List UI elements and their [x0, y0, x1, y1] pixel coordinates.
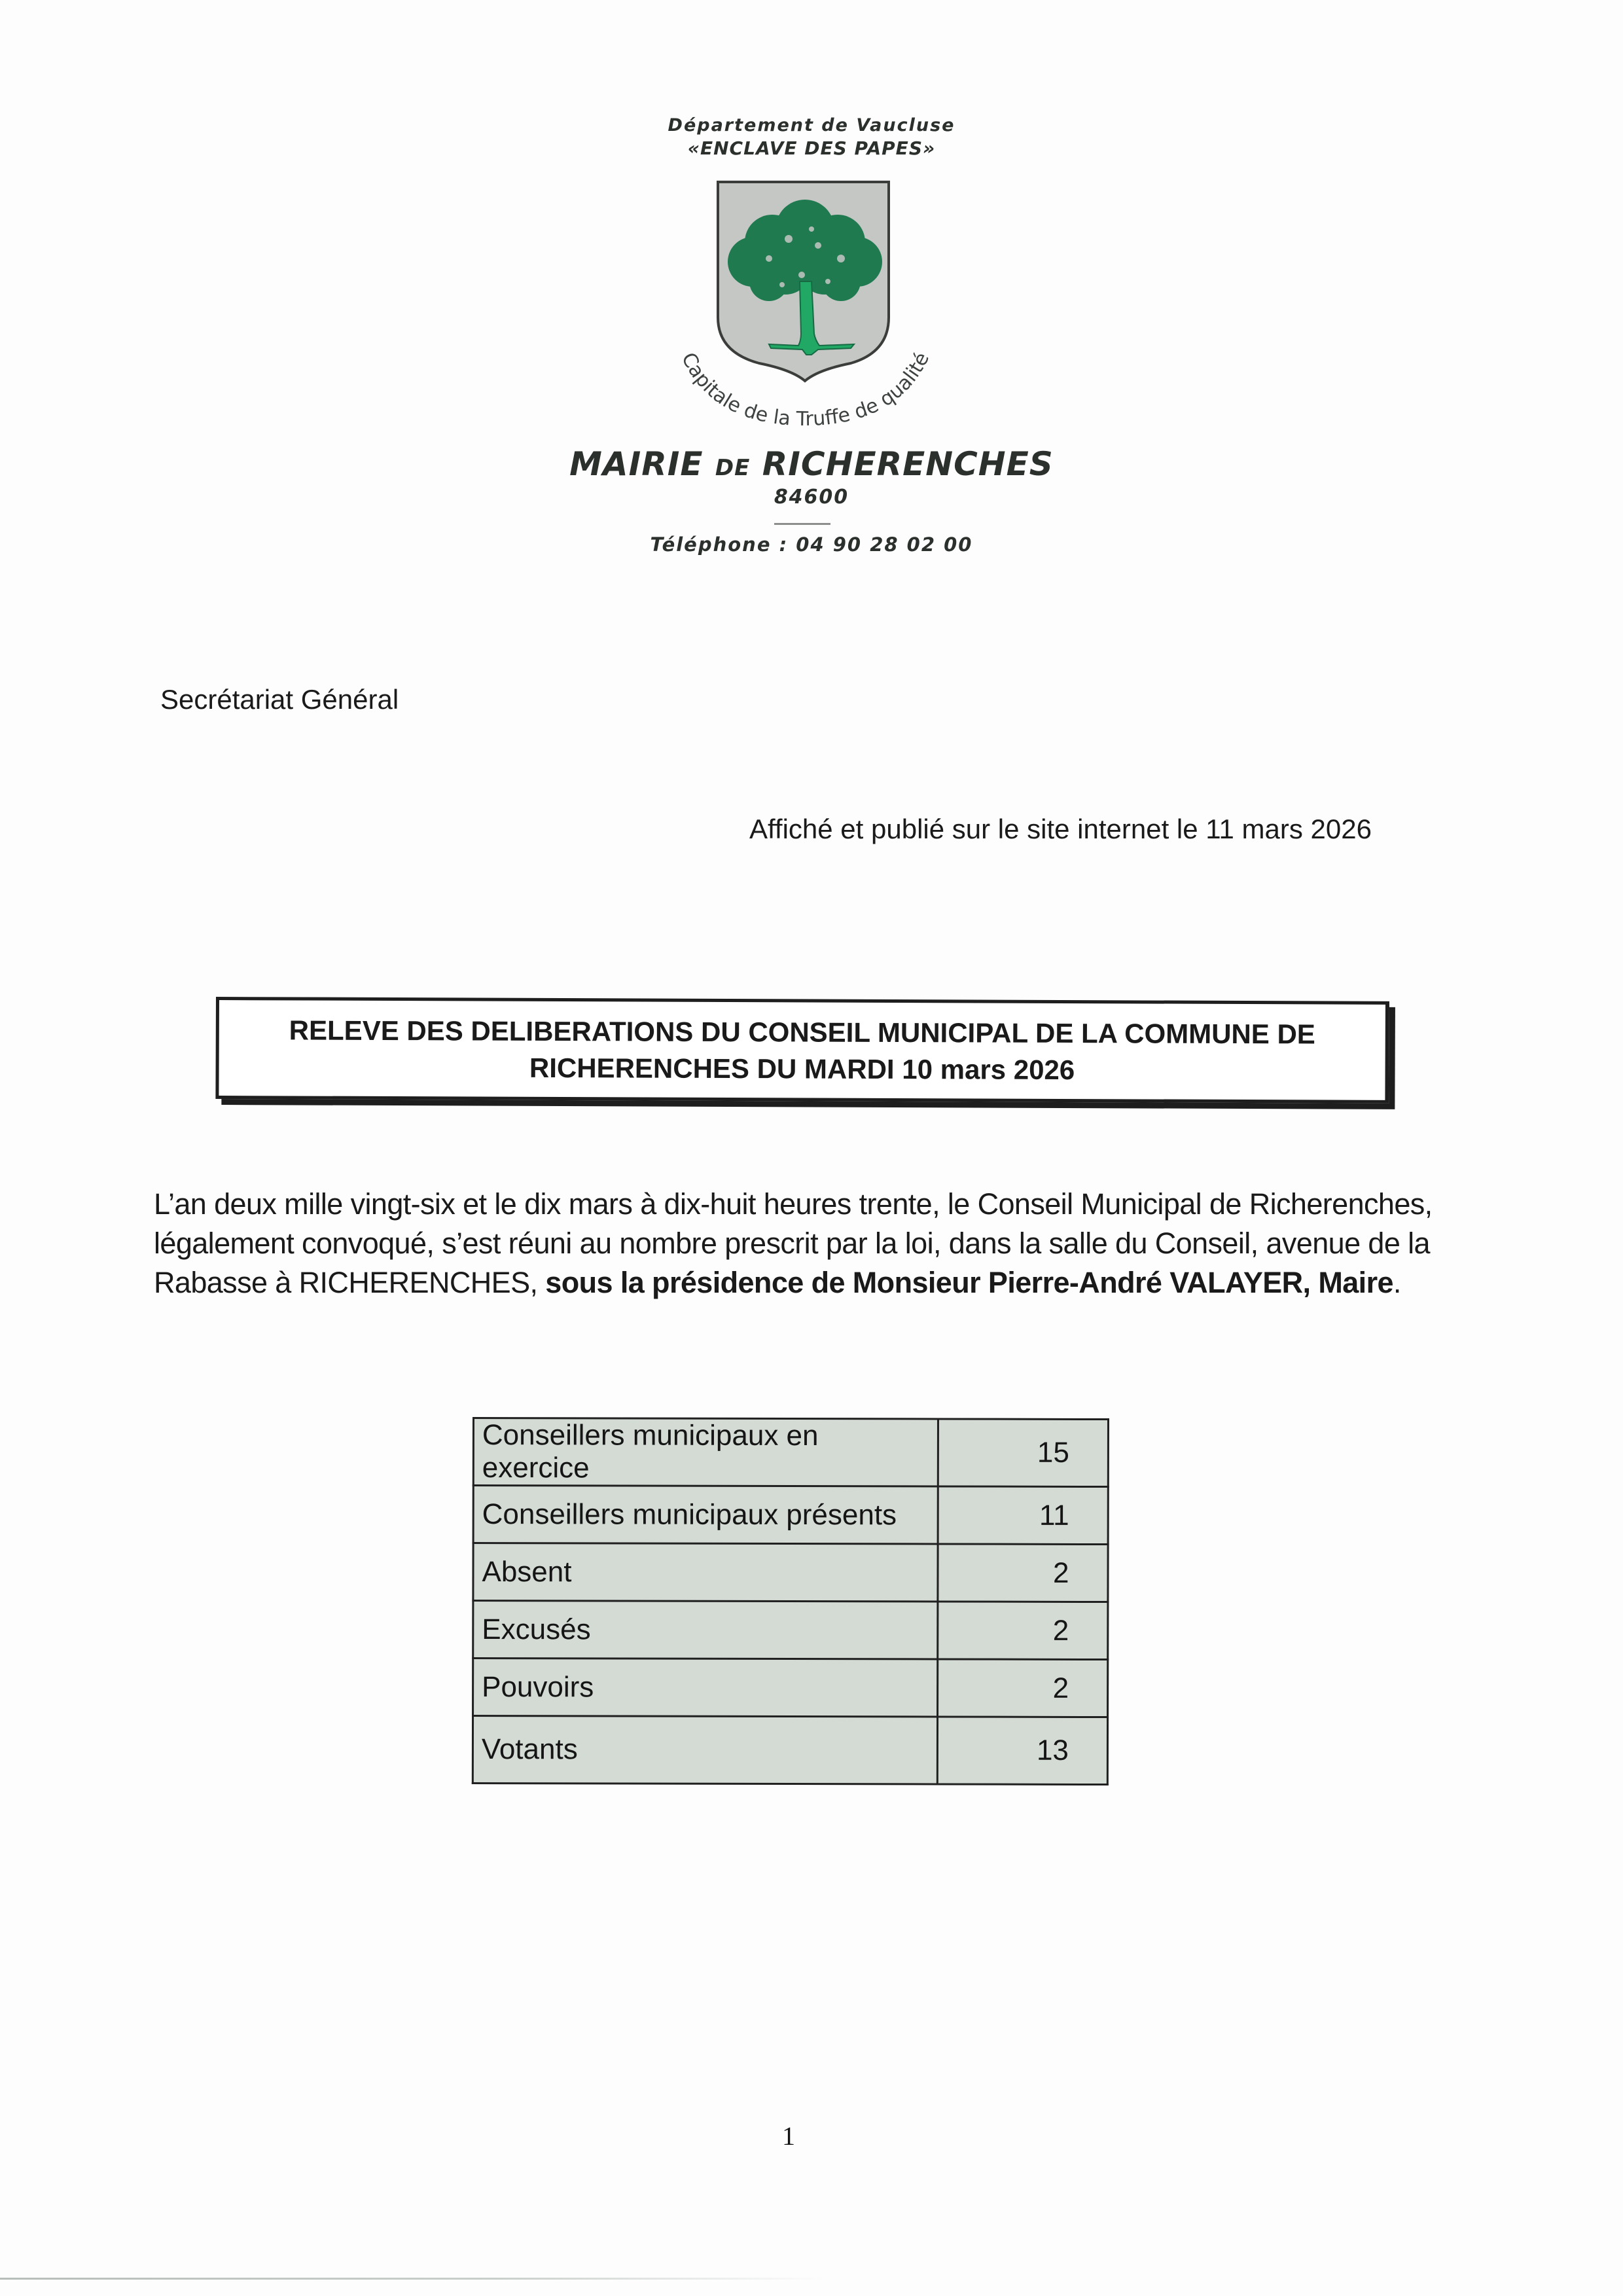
department-label: Département de Vaucluse: [668, 115, 955, 135]
mairie-de: DE: [715, 455, 751, 481]
row-value: 15: [938, 1419, 1108, 1487]
motto-text: Capitale de la Truffe de qualité: [677, 348, 935, 431]
phone-number: Téléphone : 04 90 28 02 00: [650, 533, 973, 556]
coat-of-arms-logo: [654, 177, 955, 432]
enclave-label: «ENCLAVE DES PAPES»: [687, 137, 936, 159]
row-value: 2: [938, 1659, 1108, 1717]
row-label: Votants: [473, 1716, 937, 1784]
document-title-line1: RELEVE DES DELIBERATIONS DU CONSEIL MUNICIPAL DE LA COMMUNE DE: [289, 1014, 1315, 1050]
document-title-line2: RICHERENCHES DU MARDI 10 mars 2026: [529, 1052, 1075, 1086]
intro-line-1: L’an deux mille vingt-six et le dix mars à dix-huit heures trente, le Conseil Municipal de Richerenches,: [154, 1187, 1433, 1221]
row-label: Conseillers municipaux présents: [473, 1486, 938, 1544]
intro-line-3: [154, 1263, 1476, 1302]
mairie-title: [0, 445, 1623, 483]
row-label: Pouvoirs: [473, 1659, 938, 1717]
intro-paragraph: [154, 1185, 1476, 1302]
row-value: 2: [938, 1544, 1108, 1602]
shield-tree-icon: [654, 177, 955, 432]
table-row: [473, 1601, 1108, 1660]
table-row: [473, 1543, 1108, 1602]
intro-end: .: [1393, 1266, 1401, 1299]
postal-code: 84600: [774, 486, 849, 509]
service-label: Secrétariat Général: [160, 684, 399, 715]
attendance-table: [472, 1417, 1109, 1785]
page-number: 1: [782, 2121, 795, 2151]
row-value: 13: [938, 1717, 1108, 1785]
table-row: [473, 1716, 1107, 1785]
table-row: [473, 1418, 1108, 1487]
scan-edge-line: [0, 2278, 825, 2280]
letterhead-divider: [774, 523, 830, 525]
intro-presidency: sous la présidence de Monsieur Pierre-André VALAYER, Maire: [545, 1266, 1393, 1299]
publication-notice: Affiché et publié sur le site internet le 11 mars 2026: [749, 814, 1372, 844]
intro-location: Rabasse à RICHERENCHES,: [154, 1266, 546, 1299]
row-label: Conseillers municipaux en exercice: [473, 1418, 938, 1486]
mairie-name: RICHERENCHES: [762, 445, 1054, 483]
mairie-prefix: MAIRIE: [569, 445, 704, 483]
intro-line-2: légalement convoqué, s’est réuni au nombre prescrit par la loi, dans la salle du Conseil, avenue de la: [154, 1227, 1430, 1260]
row-value: 11: [938, 1486, 1108, 1545]
row-value: 2: [938, 1602, 1108, 1660]
table-row: [473, 1659, 1108, 1717]
row-label: Excusés: [473, 1601, 938, 1659]
row-label: Absent: [473, 1543, 938, 1602]
document-title-box: [215, 997, 1389, 1103]
table-row: [473, 1486, 1108, 1545]
